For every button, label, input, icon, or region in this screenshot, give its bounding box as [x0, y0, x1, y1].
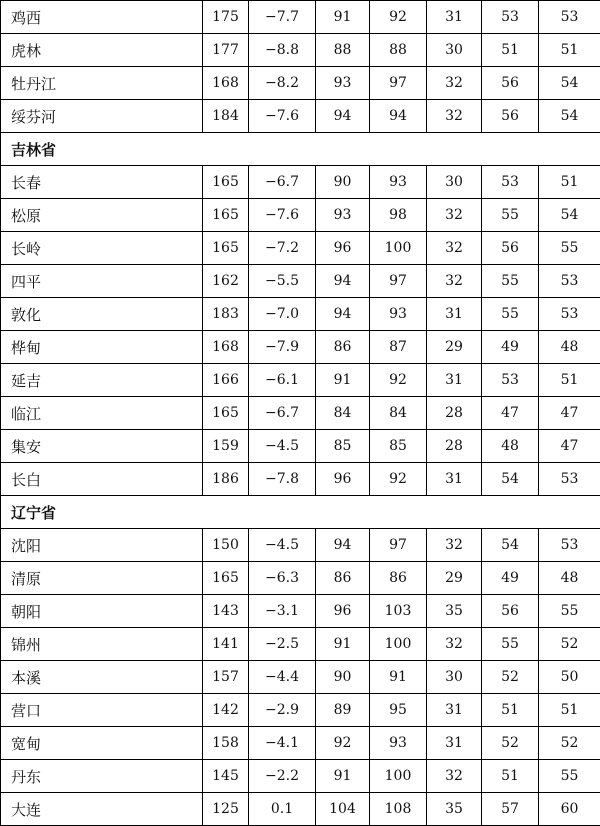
value-cell: 30: [427, 661, 482, 694]
value-cell: 159: [203, 430, 249, 463]
value-cell: 94: [316, 529, 370, 562]
table-row: [1, 463, 600, 496]
value-cell: 32: [427, 199, 482, 232]
value-cell: 32: [427, 232, 482, 265]
table-row: [1, 100, 600, 133]
value-cell: −8.8: [249, 34, 316, 67]
value-cell: 60: [539, 793, 600, 826]
province-header-row: [1, 496, 600, 529]
value-cell: 183: [203, 298, 249, 331]
value-cell: 52: [482, 727, 539, 760]
value-cell: 100: [370, 760, 427, 793]
value-cell: 93: [316, 67, 370, 100]
value-cell: 32: [427, 628, 482, 661]
value-cell: 84: [316, 397, 370, 430]
value-cell: 92: [316, 727, 370, 760]
value-cell: 31: [427, 727, 482, 760]
value-cell: 165: [203, 232, 249, 265]
value-cell: 53: [539, 298, 600, 331]
value-cell: 55: [482, 265, 539, 298]
value-cell: 85: [316, 430, 370, 463]
value-cell: 53: [482, 1, 539, 34]
value-cell: 47: [539, 430, 600, 463]
value-cell: 57: [482, 793, 539, 826]
value-cell: 53: [482, 166, 539, 199]
value-cell: −7.7: [249, 1, 316, 34]
table-row: [1, 595, 600, 628]
value-cell: 53: [539, 1, 600, 34]
value-cell: 55: [482, 298, 539, 331]
value-cell: 54: [482, 463, 539, 496]
value-cell: 96: [316, 232, 370, 265]
station-name-cell: 大连: [1, 793, 203, 826]
value-cell: 49: [482, 331, 539, 364]
value-cell: 29: [427, 562, 482, 595]
value-cell: 91: [316, 364, 370, 397]
value-cell: −2.5: [249, 628, 316, 661]
station-name-cell: 绥芬河: [1, 100, 203, 133]
value-cell: 93: [370, 298, 427, 331]
value-cell: −7.9: [249, 331, 316, 364]
value-cell: 52: [539, 628, 600, 661]
station-name-cell: 桦甸: [1, 331, 203, 364]
table-row: [1, 67, 600, 100]
value-cell: 51: [539, 694, 600, 727]
station-name-cell: 清原: [1, 562, 203, 595]
value-cell: 53: [539, 463, 600, 496]
value-cell: −7.6: [249, 199, 316, 232]
table-row: [1, 199, 600, 232]
value-cell: 35: [427, 595, 482, 628]
value-cell: 103: [370, 595, 427, 628]
value-cell: 51: [539, 364, 600, 397]
table-row: [1, 298, 600, 331]
value-cell: 48: [539, 562, 600, 595]
value-cell: 168: [203, 67, 249, 100]
value-cell: 184: [203, 100, 249, 133]
value-cell: 54: [539, 199, 600, 232]
value-cell: 95: [370, 694, 427, 727]
value-cell: 50: [539, 661, 600, 694]
value-cell: 96: [316, 463, 370, 496]
value-cell: 177: [203, 34, 249, 67]
value-cell: 89: [316, 694, 370, 727]
value-cell: 35: [427, 793, 482, 826]
value-cell: 97: [370, 529, 427, 562]
value-cell: 0.1: [249, 793, 316, 826]
station-name-cell: 四平: [1, 265, 203, 298]
value-cell: 145: [203, 760, 249, 793]
value-cell: 108: [370, 793, 427, 826]
value-cell: 92: [370, 1, 427, 34]
value-cell: 31: [427, 694, 482, 727]
station-name-cell: 虎林: [1, 34, 203, 67]
table-row: [1, 760, 600, 793]
value-cell: 158: [203, 727, 249, 760]
table-row: [1, 628, 600, 661]
value-cell: 31: [427, 298, 482, 331]
value-cell: 104: [316, 793, 370, 826]
table-row: [1, 364, 600, 397]
value-cell: 28: [427, 397, 482, 430]
value-cell: 47: [482, 397, 539, 430]
value-cell: 31: [427, 364, 482, 397]
station-name-cell: 长春: [1, 166, 203, 199]
value-cell: 91: [316, 628, 370, 661]
value-cell: 51: [482, 34, 539, 67]
value-cell: 55: [539, 760, 600, 793]
value-cell: 175: [203, 1, 249, 34]
value-cell: 93: [370, 727, 427, 760]
value-cell: 55: [539, 595, 600, 628]
station-name-cell: 临江: [1, 397, 203, 430]
value-cell: −2.9: [249, 694, 316, 727]
station-name-cell: 本溪: [1, 661, 203, 694]
value-cell: 90: [316, 661, 370, 694]
value-cell: 31: [427, 1, 482, 34]
value-cell: 32: [427, 760, 482, 793]
value-cell: 94: [316, 298, 370, 331]
table-body: [1, 1, 600, 826]
value-cell: 32: [427, 100, 482, 133]
value-cell: 56: [482, 232, 539, 265]
station-name-cell: 营口: [1, 694, 203, 727]
value-cell: 51: [539, 34, 600, 67]
value-cell: −4.5: [249, 529, 316, 562]
station-name-cell: 牡丹江: [1, 67, 203, 100]
station-name-cell: 丹东: [1, 760, 203, 793]
value-cell: 53: [539, 265, 600, 298]
table-row: [1, 430, 600, 463]
value-cell: −4.4: [249, 661, 316, 694]
station-name-cell: 宽甸: [1, 727, 203, 760]
value-cell: 157: [203, 661, 249, 694]
value-cell: 93: [370, 166, 427, 199]
value-cell: 94: [316, 265, 370, 298]
value-cell: 125: [203, 793, 249, 826]
value-cell: 54: [539, 100, 600, 133]
value-cell: 94: [370, 100, 427, 133]
value-cell: 52: [539, 727, 600, 760]
value-cell: 88: [316, 34, 370, 67]
province-header-row: [1, 133, 600, 166]
value-cell: 55: [482, 199, 539, 232]
value-cell: −8.2: [249, 67, 316, 100]
value-cell: 30: [427, 166, 482, 199]
value-cell: 56: [482, 67, 539, 100]
value-cell: −7.0: [249, 298, 316, 331]
value-cell: 186: [203, 463, 249, 496]
value-cell: 165: [203, 199, 249, 232]
value-cell: 53: [482, 364, 539, 397]
table-row: [1, 661, 600, 694]
value-cell: 142: [203, 694, 249, 727]
value-cell: 88: [370, 34, 427, 67]
value-cell: 52: [482, 661, 539, 694]
value-cell: 85: [370, 430, 427, 463]
station-name-cell: 长岭: [1, 232, 203, 265]
value-cell: 84: [370, 397, 427, 430]
value-cell: 49: [482, 562, 539, 595]
value-cell: 32: [427, 529, 482, 562]
value-cell: 56: [482, 100, 539, 133]
table-row: [1, 397, 600, 430]
value-cell: 48: [482, 430, 539, 463]
station-name-cell: 沈阳: [1, 529, 203, 562]
value-cell: 97: [370, 67, 427, 100]
value-cell: 32: [427, 265, 482, 298]
value-cell: 100: [370, 628, 427, 661]
value-cell: 30: [427, 34, 482, 67]
value-cell: 98: [370, 199, 427, 232]
station-name-cell: 朝阳: [1, 595, 203, 628]
value-cell: 28: [427, 430, 482, 463]
value-cell: 54: [539, 67, 600, 100]
value-cell: 31: [427, 463, 482, 496]
value-cell: 47: [539, 397, 600, 430]
station-name-cell: 松原: [1, 199, 203, 232]
province-name: 辽宁省: [1, 496, 600, 529]
value-cell: 86: [370, 562, 427, 595]
value-cell: 96: [316, 595, 370, 628]
value-cell: 141: [203, 628, 249, 661]
value-cell: 168: [203, 331, 249, 364]
table-row: [1, 265, 600, 298]
value-cell: −7.2: [249, 232, 316, 265]
value-cell: 93: [316, 199, 370, 232]
value-cell: 100: [370, 232, 427, 265]
value-cell: 55: [539, 232, 600, 265]
value-cell: 165: [203, 397, 249, 430]
table-row: [1, 562, 600, 595]
value-cell: −3.1: [249, 595, 316, 628]
value-cell: 165: [203, 166, 249, 199]
value-cell: 56: [482, 595, 539, 628]
table-row: [1, 1, 600, 34]
table-row: [1, 727, 600, 760]
station-name-cell: 敦化: [1, 298, 203, 331]
station-name-cell: 锦州: [1, 628, 203, 661]
table-row: [1, 34, 600, 67]
value-cell: 86: [316, 331, 370, 364]
table-row: [1, 694, 600, 727]
value-cell: −6.7: [249, 397, 316, 430]
value-cell: 32: [427, 67, 482, 100]
value-cell: −7.8: [249, 463, 316, 496]
value-cell: 92: [370, 463, 427, 496]
value-cell: 91: [370, 661, 427, 694]
value-cell: 143: [203, 595, 249, 628]
value-cell: 165: [203, 562, 249, 595]
station-name-cell: 长白: [1, 463, 203, 496]
value-cell: 91: [316, 1, 370, 34]
value-cell: −5.5: [249, 265, 316, 298]
value-cell: 150: [203, 529, 249, 562]
value-cell: 51: [482, 694, 539, 727]
table-row: [1, 166, 600, 199]
value-cell: −4.5: [249, 430, 316, 463]
value-cell: −6.1: [249, 364, 316, 397]
value-cell: 53: [539, 529, 600, 562]
value-cell: 55: [482, 628, 539, 661]
station-name-cell: 集安: [1, 430, 203, 463]
value-cell: 97: [370, 265, 427, 298]
value-cell: 92: [370, 364, 427, 397]
value-cell: 48: [539, 331, 600, 364]
value-cell: 87: [370, 331, 427, 364]
value-cell: 54: [482, 529, 539, 562]
province-name: 吉林省: [1, 133, 600, 166]
value-cell: 86: [316, 562, 370, 595]
value-cell: −4.1: [249, 727, 316, 760]
station-name-cell: 鸡西: [1, 1, 203, 34]
value-cell: 166: [203, 364, 249, 397]
value-cell: 94: [316, 100, 370, 133]
table-row: [1, 331, 600, 364]
value-cell: 90: [316, 166, 370, 199]
value-cell: 91: [316, 760, 370, 793]
value-cell: −7.6: [249, 100, 316, 133]
station-name-cell: 延吉: [1, 364, 203, 397]
value-cell: 51: [482, 760, 539, 793]
value-cell: −6.7: [249, 166, 316, 199]
value-cell: 51: [539, 166, 600, 199]
table-row: [1, 232, 600, 265]
value-cell: −2.2: [249, 760, 316, 793]
value-cell: 29: [427, 331, 482, 364]
table-row: [1, 793, 600, 826]
table-row: [1, 529, 600, 562]
value-cell: 162: [203, 265, 249, 298]
value-cell: −6.3: [249, 562, 316, 595]
